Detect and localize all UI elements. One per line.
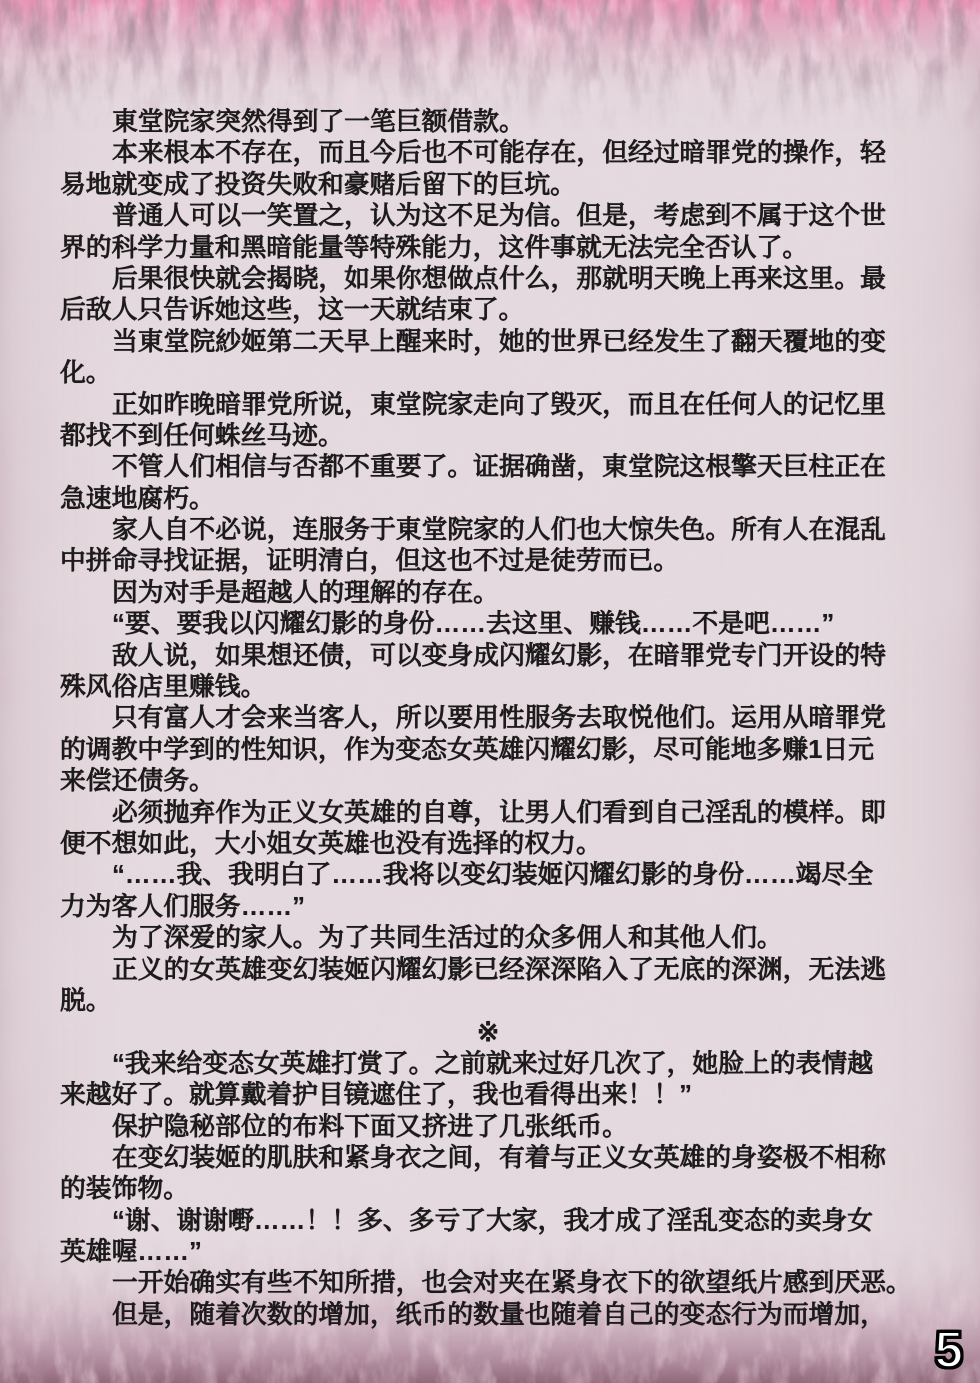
section-divider: ※ bbox=[476, 1017, 500, 1048]
story-text bbox=[60, 107, 916, 1331]
text-line: 力为客人们服务……” bbox=[60, 892, 306, 921]
text-line: 来越好了。就算戴着护目镜遮住了，我也看得出来！！” bbox=[60, 1081, 693, 1110]
text-line: 中拼命寻找证据，证明清白，但这也不过是徒劳而已。 bbox=[60, 547, 680, 576]
text-line: 只有富人才会来当客人，所以要用性服务去取悦他们。运用从暗罪党 bbox=[112, 704, 886, 733]
text-line: 化。 bbox=[60, 359, 112, 388]
text-line: 不管人们相信与否都不重要了。证据确凿，東堂院这根擎天巨柱正在 bbox=[112, 453, 886, 482]
text-line: “要、要我以闪耀幻影的身份……去这里、赚钱……不是吧……” bbox=[112, 610, 835, 639]
text-line: 急速地腐朽。 bbox=[60, 484, 215, 513]
text-line: 易地就变成了投资失败和豪赌后留下的巨坑。 bbox=[60, 170, 576, 199]
text-line: 但是，随着次数的增加，纸币的数量也随着自己的变态行为而增加， bbox=[112, 1300, 886, 1329]
text-line: 来偿还债务。 bbox=[60, 767, 215, 796]
text-line: 東堂院家突然得到了一笔巨额借款。 bbox=[112, 108, 525, 136]
text-line: 必须抛弃作为正义女英雄的自尊，让男人们看到自己淫乱的模样。即 bbox=[112, 798, 886, 827]
text-line: 因为对手是超越人的理解的存在。 bbox=[112, 578, 499, 607]
text-line: 敌人说，如果想还债，可以变身成闪耀幻影，在暗罪党专门开设的特 bbox=[112, 641, 886, 670]
text-line: 后敌人只告诉她这些，这一天就结束了。 bbox=[60, 296, 525, 325]
text-line: “我来给变态女英雄打赏了。之前就来过好几次了，她脸上的表情越 bbox=[112, 1049, 874, 1078]
text-line: 正义的女英雄变幻装姬闪耀幻影已经深深陷入了无底的深渊，无法逃 bbox=[112, 955, 886, 984]
text-line: 正如昨晚暗罪党所说，東堂院家走向了毁灭，而且在任何人的记忆里 bbox=[112, 390, 886, 419]
text-line: 的装饰物。 bbox=[60, 1175, 189, 1204]
text-line: 界的科学力量和黑暗能量等特殊能力，这件事就无法完全否认了。 bbox=[60, 233, 809, 262]
text-line: 在变幻装姬的肌肤和紧身衣之间，有着与正义女英雄的身姿极不相称 bbox=[112, 1143, 886, 1172]
text-line: “……我、我明白了……我将以变幻装姬闪耀幻影的身份……竭尽全 bbox=[112, 861, 874, 890]
text-line: 便不想如此，大小姐女英雄也没有选择的权力。 bbox=[60, 829, 602, 858]
text-line: 当東堂院紗姬第二天早上醒来时，她的世界已经发生了翻天覆地的变 bbox=[112, 327, 886, 356]
text-line: 后果很快就会揭晓，如果你想做点什么，那就明天晚上再来这里。最 bbox=[112, 264, 886, 293]
text-line: 本来根本不存在，而且今后也不可能存在，但经过暗罪党的操作，轻 bbox=[112, 139, 886, 168]
text-line: 脱。 bbox=[60, 986, 112, 1015]
text-line: 为了深爱的家人。为了共同生活过的众多佣人和其他人们。 bbox=[112, 924, 783, 953]
text-line: 普通人可以一笑置之，认为这不足为信。但是，考虑到不属于这个世 bbox=[112, 202, 886, 231]
text-line: 家人自不必说，连服务于東堂院家的人们也大惊失色。所有人在混乱 bbox=[112, 516, 886, 545]
text-line: 一开始确实有些不知所措，也会对夹在紧身衣下的欲望纸片感到厌恶。 bbox=[112, 1269, 912, 1298]
text-line: 都找不到任何蛛丝马迹。 bbox=[60, 421, 344, 450]
text-line: “谢、谢谢嘢……！！多、多亏了大家，我才成了淫乱变态的卖身女 bbox=[112, 1206, 874, 1235]
page-number: 5 bbox=[934, 1321, 963, 1378]
text-line: 保护隐秘部位的布料下面又挤进了几张纸币。 bbox=[112, 1112, 628, 1141]
text-line: 殊风俗店里赚钱。 bbox=[60, 673, 267, 702]
text-line: 英雄喔……” bbox=[60, 1238, 202, 1267]
text-line: 的调教中学到的性知识，作为变态女英雄闪耀幻影，尽可能地多赚1日元 bbox=[60, 735, 875, 764]
